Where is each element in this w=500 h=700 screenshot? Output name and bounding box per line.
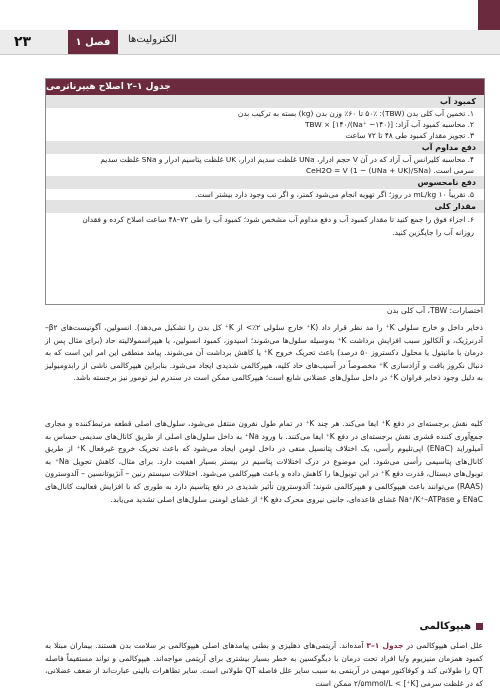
table-row: روزانه آب را جایگزین کنید. bbox=[392, 228, 474, 237]
table-row: ۴. محاسبه کلیرانس آب آزاد که در آن V حجم ادرار، UNa غلظت سدیم ادرار، UK غلظت پتاسیم ادرار و SNa غلظت سدیم bbox=[100, 155, 474, 164]
body-paragraph bbox=[45, 640, 483, 690]
chapter-title: الکترولیت‌ها bbox=[128, 34, 177, 45]
table-row: سرمی است. CeH2O = V (1 − (UNa + UK)/SNa) bbox=[305, 166, 474, 175]
table-row: ۲. محاسبه کمبود آب آزاد: [(Na⁺ −۱۴۰)/۱۴۰] × TBW bbox=[305, 120, 474, 129]
chapter-label: فصل ۱ bbox=[68, 30, 118, 54]
body-paragraph: کلیه نقش برجسته‌ای در دفع K⁺ ایفا می‌کند. هر چند K⁺ در تمام طول نفرون منتقل می‌شود، سلول‌های اصلی قطعه مرتبط‌کننده و مجاری جمع‌آوری کننده قشری نقش برجسته‌ای در دفع K⁺ ایفا می‌کنند. با ورود Na⁺ به داخل سلول‌های اصلی از طریق کانال‌های سدیمی حساس به آمیلوراید (ENaC) اپی‌تلیوم رأسی، یک اختلاف پتانسیل منفی در داخل لومن ایجاد می‌شود که باعث تحریک خروج غیرفعال K⁺ از طریق کانال‌های پتاسیمی رأسی می‌شود. این موضوع در درک اختلالات پتاسیم در بیستر بسیار اهمیت دارد. برای مثال، کاهش تحویل Na⁺ به توبول‌های دیستال، قدرت دفع K⁺ در این توبول‌ها را کاهش داده و باعث هیپرکالمی می‌شود. اختلالات سیستم رنین – آنژیوتانسین – آلدوسترون (RAAS) می‌توانند باعث هیپوکالمی و هیپرکالمی شوند؛ آلدوسترون تأثیر شدیدی در دفع پتاسیم دارد به طوری که با افزایش فعالیت کانال‌های ENaC و Na⁺/K⁺–ATPase غشای قاعده‌ای، جانبی نیروی محرک دفع K⁺ از غشای لومنی سلول‌های اصلی تشدید می‌یابد. bbox=[45, 419, 484, 504]
paragraph-text: آمده‌اند. آریتمی‌های دهلیزی و بطنی پیامدهای اصلی هیپوکالمی بر سلامت بدن هستند. بیماران مبتلا به کمبود همزمان منیزیوم و/یا افراد تحت درمان با دیگوکسین به خطر بسیار بیشتری برای آریتمی مواجه‌اند. هیپوکالمی و تواند مستقیماً فاصله QT را طولانی کند و کوفاکتور مهمی در آریتمی به سبب سایر علل فاصله QT طولانی است. سایر تظاهرات بالینی عبارت‌اند از ضعف عضلانی، که در غلظت سرمی [K⁺] > ۲/۵mmol/L ممکن است bbox=[45, 641, 483, 688]
section-heading-total: مقدار کلی bbox=[46, 200, 484, 213]
page-number: ۲۳ bbox=[14, 34, 32, 50]
section-heading-insensible-loss: دفع نامحسوس bbox=[46, 176, 484, 189]
heading-square-icon bbox=[476, 623, 483, 630]
page-header bbox=[0, 0, 500, 72]
correction-table bbox=[45, 78, 485, 305]
section-heading-water-deficit: کمبود آب bbox=[46, 95, 484, 108]
table-row: ۵. تقریباً ۱۰ mL/kg در روز؛ اگر تهویه انجام می‌شود کمتر، و اگر تب وجود دارد بیشتر است. bbox=[195, 190, 474, 199]
body-paragraph: ذخایر داخل و خارج سلولی K⁺ را مد نظر قرار داد (K⁺ خارج سلولی ۲٪> از K⁺ کل بدن را تشکیل می‌دهد). انسولین، آگونیست‌های β۲–آدرنرژیک، و آلکالوز سبب افزایش برداشت K⁺ به‌وسیله سلول‌ها می‌شوند؛ اسیدوز، کمبود انسولین، یا هیپراسمولالیته حاد (برای مثال پس از درمان با مانیتول یا محلول دکستروز ۵۰ درصد) باعث تحریک خروج K⁺ یا کاهش برداشت آن می‌شوند. پیامد منطقی این امر این است که به دنبال نکروز بافت و آزادسازی K⁺ مخصوصاً در آسیب‌های حاد کلیه، هیپرکالمی شدیدی ایجاد می‌شود. بنابراین هیپرکالمی ناشی از رابدومیولیز به دلیل وجود ذخایر فراوان K⁺ در داخل سلول‌های عضلانی شایع است؛ هیپرکالمی ممکن است در سندرم لیز تومور نیز برجسته باشد. bbox=[45, 323, 483, 383]
table-row: ۳. تجویز مقدار کمبود طی ۴۸ تا ۷۲ ساعت bbox=[345, 131, 474, 140]
table-row: ۱. تخمین آب کلی بدن (TBW): ۵۰٪ تا ۶۰٪ وزن بدن (kg) بسته به ترکیب بدن bbox=[237, 109, 474, 118]
paragraph-text: علل اصلی هیپوکالمی در bbox=[403, 641, 483, 650]
table-abbreviations: اختصارات: TBW، آب کلی بدن bbox=[386, 306, 483, 315]
section-heading-ongoing-loss: دفع مداوم آب bbox=[46, 141, 484, 154]
table-reference-link[interactable]: جدول ۱–۳ bbox=[366, 641, 404, 650]
table-row: ۶. اجزاء فوق را جمع کنید تا مقدار کمبود آب و دفع مداوم آب مشخص شود؛ کمبود آب را طی ۷۲–۴۸ ساعت اصلاح کرده و فقدان bbox=[82, 215, 474, 224]
hypokalemia-heading-text: هیپوکالمی bbox=[419, 621, 471, 632]
table-title: جدول ۱–۲ اصلاح هیپرناترمی bbox=[46, 79, 484, 95]
hypokalemia-heading bbox=[419, 621, 483, 632]
